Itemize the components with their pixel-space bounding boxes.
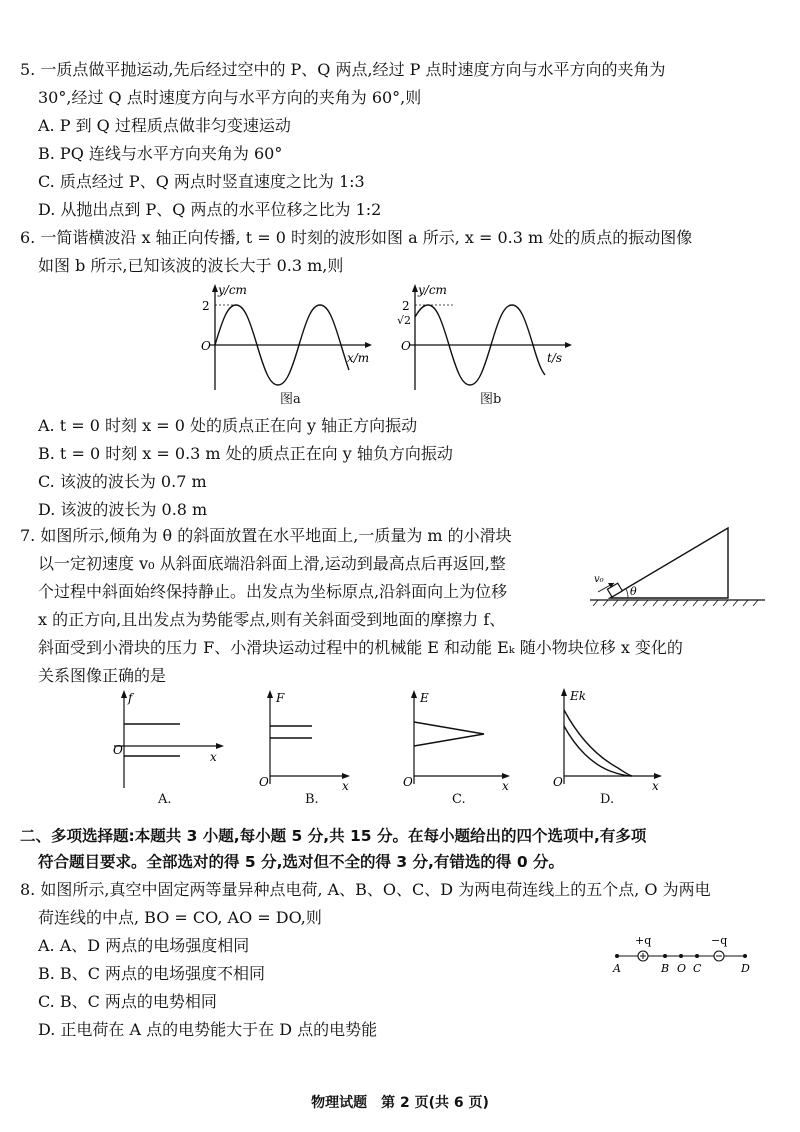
graph-c-caption: C. [452,792,466,807]
v0-label: v₀ [594,574,604,585]
incline-figure [590,520,770,620]
q8-option-b: B. B、C 两点的电场强度不相同 [38,964,266,983]
graph-a-x-label: x [210,750,217,764]
positive-charge-label: +q [635,934,652,947]
graph-a-caption: A. [158,792,172,807]
graph-a-origin: O [113,743,123,757]
graph-c [398,688,518,798]
y-label: y/cm [218,283,247,297]
q5-option-a: A. P 到 Q 过程质点做非匀变速运动 [38,116,291,135]
q6-option-a: A. t = 0 时刻 x = 0 处的质点正在向 y 轴正方向振动 [38,416,418,435]
negative-charge-label: −q [711,934,728,947]
E-line-down [414,734,484,746]
point-o [679,954,683,958]
fig-b-caption: 图b [480,392,502,407]
root2-tick: √2 [397,314,412,327]
page-footer: 物理试题 第 2 页(共 6 页) [311,1095,489,1111]
point-a [615,954,619,958]
graph-b-caption: B. [305,792,319,807]
q8-stem-line2: 荷连线的中点, BO = CO, AO = DO,则 [38,908,322,927]
label-d: D [741,962,750,975]
origin-label: O [201,339,211,353]
q8-option-d: D. 正电荷在 A 点的电势能大于在 D 点的电势能 [38,1020,378,1039]
q5-stem-line2: 30°,经过 Q 点时速度方向与水平方向的夹角为 60°,则 [38,88,422,107]
q8-stem-line1: 8. 如图所示,真空中固定两等量异种点电荷, A、B、O、C、D 为两电荷连线上的五个点, O 为两电 [20,880,711,899]
q5-option-b: B. PQ 连线与水平方向夹角为 60° [38,144,283,163]
theta-label: θ [630,585,637,598]
incline-triangle [610,528,728,598]
y-label: y/cm [418,283,447,297]
graph-b-x-label: x [342,779,349,793]
label-c: C [693,962,702,975]
section2-heading-line1: 二、多项选择题:本题共 3 小题,每小题 5 分,共 15 分。在每小题给出的四个选项中,有多项 [20,827,647,845]
origin-label: O [401,339,411,353]
x-label: x/m [347,351,370,365]
label-b: B [661,962,670,975]
q5-option-c: C. 质点经过 P、Q 两点时竖直速度之比为 1:3 [38,172,365,191]
label-o: O [677,962,687,975]
q5-stem-line1: 5. 一质点做平抛运动,先后经过空中的 P、Q 两点,经过 P 点时速度方向与水平方向的夹角为 [20,60,666,79]
point-b [663,954,667,958]
q6-option-d: D. 该波的波长为 0.8 m [38,500,208,519]
q8-option-a: A. A、D 两点的电场强度相同 [38,936,250,955]
graph-d-y-label: Ek [570,689,587,703]
q7-line1: 7. 如图所示,倾角为 θ 的斜面放置在水平地面上,一质量为 m 的小滑块 [20,526,512,545]
q7-line4: x 的正方向,且出发点为势能零点,则有关斜面受到地面的摩擦力 f、 [38,610,506,629]
q5-option-d: D. 从抛出点到 P、Q 两点的水平位移之比为 1:2 [38,200,382,219]
point-c [695,954,699,958]
graph-b [254,688,354,798]
q8-option-c: C. B、C 两点的电势相同 [38,992,217,1011]
point-d [743,954,747,958]
amplitude-tick: 2 [202,299,210,313]
graph-c-origin: O [403,775,413,789]
charges-figure [605,928,765,978]
graph-c-y-label: E [420,691,429,705]
amplitude-tick: 2 [402,299,410,313]
graph-d-caption: D. [600,792,615,807]
section2-heading-line2: 符合题目要求。全部选对的得 5 分,选对但不全的得 3 分,有错选的得 0 分。 [38,853,565,871]
graph-d-origin: O [553,775,563,789]
q7-line2: 以一定初速度 v₀ 从斜面底端沿斜面上滑,运动到最高点后再返回,整 [38,554,506,573]
q7-line6: 关系图像正确的是 [38,666,167,685]
graph-b-origin: O [259,775,269,789]
graph-a-y-label: f [128,691,133,705]
label-a: A [613,962,621,975]
E-line-up [414,722,484,734]
q6-option-b: B. t = 0 时刻 x = 0.3 m 处的质点正在向 y 轴负方向振动 [38,444,453,463]
q6-stem-line2: 如图 b 所示,已知该波的波长大于 0.3 m,则 [38,256,344,275]
graph-a [108,688,228,798]
Ek-curve-inner [564,726,632,776]
q6-option-c: C. 该波的波长为 0.7 m [38,472,207,491]
graph-d-x-label: x [652,779,659,793]
q7-line5: 斜面受到小滑块的压力 F、小滑块运动过程中的机械能 E 和动能 Eₖ 随小物块位移 x 变化的 [38,638,683,657]
fig-a-caption: 图a [280,392,301,407]
q6-stem-line1: 6. 一简谐横波沿 x 轴正向传播, t = 0 时刻的波形如图 a 所示, x = 0.3 m 处的质点的振动图像 [20,228,693,247]
t-label: t/s [547,351,563,365]
graph-c-x-label: x [502,779,509,793]
q7-line3: 个过程中斜面始终保持静止。出发点为坐标原点,沿斜面向上为位移 [38,582,508,601]
graph-d [548,686,668,798]
graph-b-y-label: F [276,691,285,705]
